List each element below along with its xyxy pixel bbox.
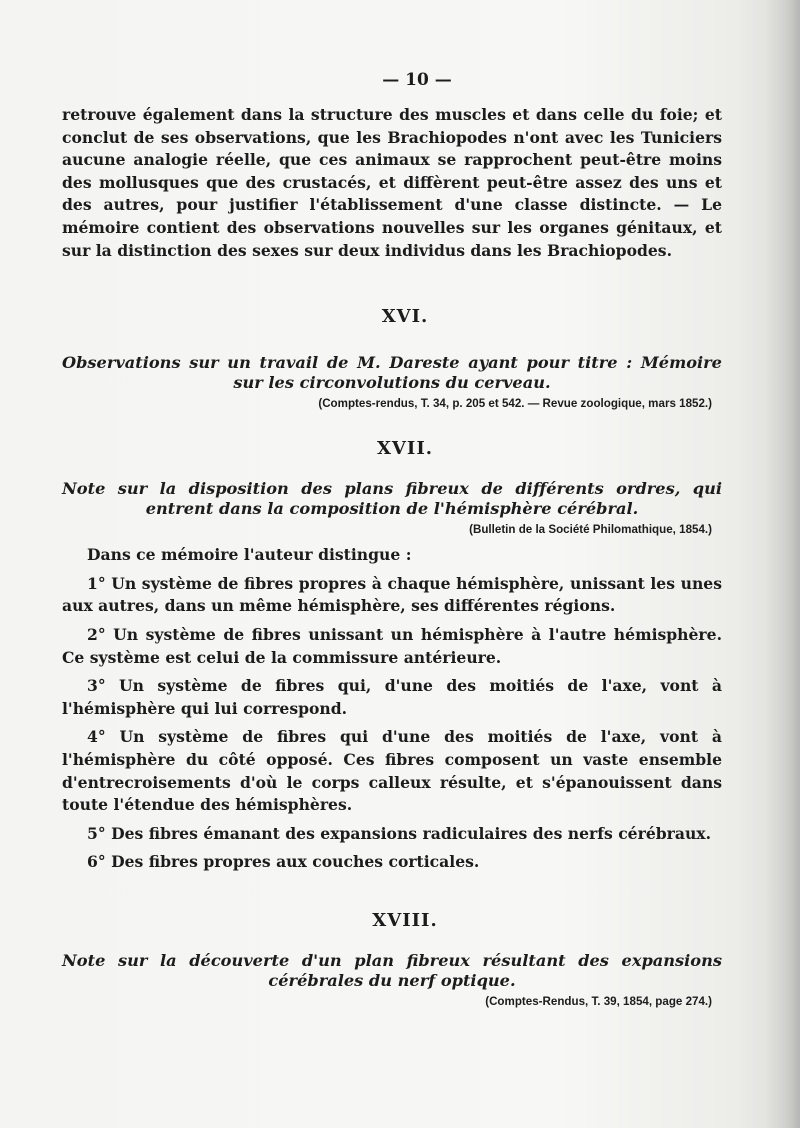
section-reference: (Comptes-rendus, T. 34, p. 205 et 542. — Revue zoologique, mars 1852.) <box>318 397 712 411</box>
page-number: — 10 — <box>382 70 452 90</box>
section-title: Note sur la découverte d'un plan fibreux résultant des expansions cérébrales du nerf optique. <box>62 950 722 990</box>
section-xvi <box>62 306 722 410</box>
page-edge-shadow <box>764 0 800 1128</box>
list-item: 2° Un système de fibres unissant un hémisphère à l'autre hémisphère. Ce système est celui de la commissure antérieure. <box>62 624 722 667</box>
list-item: 4° Un système de fibres qui d'une des moitiés de l'axe, vont à l'hémisphère du côté opposé. Ces fibres composent un vaste ensemble d'entrecroisements d'où le corps calleux résulte, et s'épanouissent dans toute l'étendue des hémisphères. <box>62 727 722 815</box>
section-number: XVIII. <box>372 909 438 931</box>
section-intro: Dans ce mémoire l'auteur distingue : <box>87 545 412 565</box>
section-reference: (Bulletin de la Société Philomathique, 1854.) <box>469 523 712 537</box>
section-title: Observations sur un travail de M. Dareste ayant pour titre : Mémoire sur les circonvolutions du cerveau. <box>62 353 722 393</box>
page-content <box>62 70 722 1008</box>
section-reference: (Comptes-Rendus, T. 39, 1854, page 274.) <box>485 994 712 1008</box>
section-title: Note sur la disposition des plans fibreux de différents ordres, qui entrent dans la composition de l'hémisphère cérébral. <box>62 479 722 519</box>
intro-paragraph: retrouve également dans la structure des muscles et dans celle du foie; et conclut de ses observations, que les Brachiopodes n'ont avec les Tuniciers aucune analogie réelle, que ces animaux se rapprochent peut-être moins des mollusques que des crustacés, et diffèrent peut-être assez des uns et des autres, pour justifier l'établissement d'une classe distincte. — Le mémoire contient des observations nouvelles sur les organes génitaux, et sur la distinction des sexes sur deux individus dans les Brachiopodes. <box>62 105 722 260</box>
section-xvii <box>62 438 722 874</box>
fiber-system-list <box>62 573 722 874</box>
section-number: XVI. <box>381 306 429 328</box>
list-item: 3° Un système de fibres qui, d'une des moitiés de l'axe, vont à l'hémisphère qui lui correspond. <box>62 676 722 718</box>
list-item: 5° Des fibres émanant des expansions radiculaires des nerfs cérébraux. <box>87 823 712 843</box>
section-number: XVII. <box>376 438 434 460</box>
section-xviii <box>62 910 722 1008</box>
list-item: 6° Des fibres propres aux couches corticales. <box>87 852 480 872</box>
list-item: 1° Un système de fibres propres à chaque hémisphère, unissant les unes aux autres, dans un même hémisphère, ses différentes régions. <box>62 573 722 616</box>
